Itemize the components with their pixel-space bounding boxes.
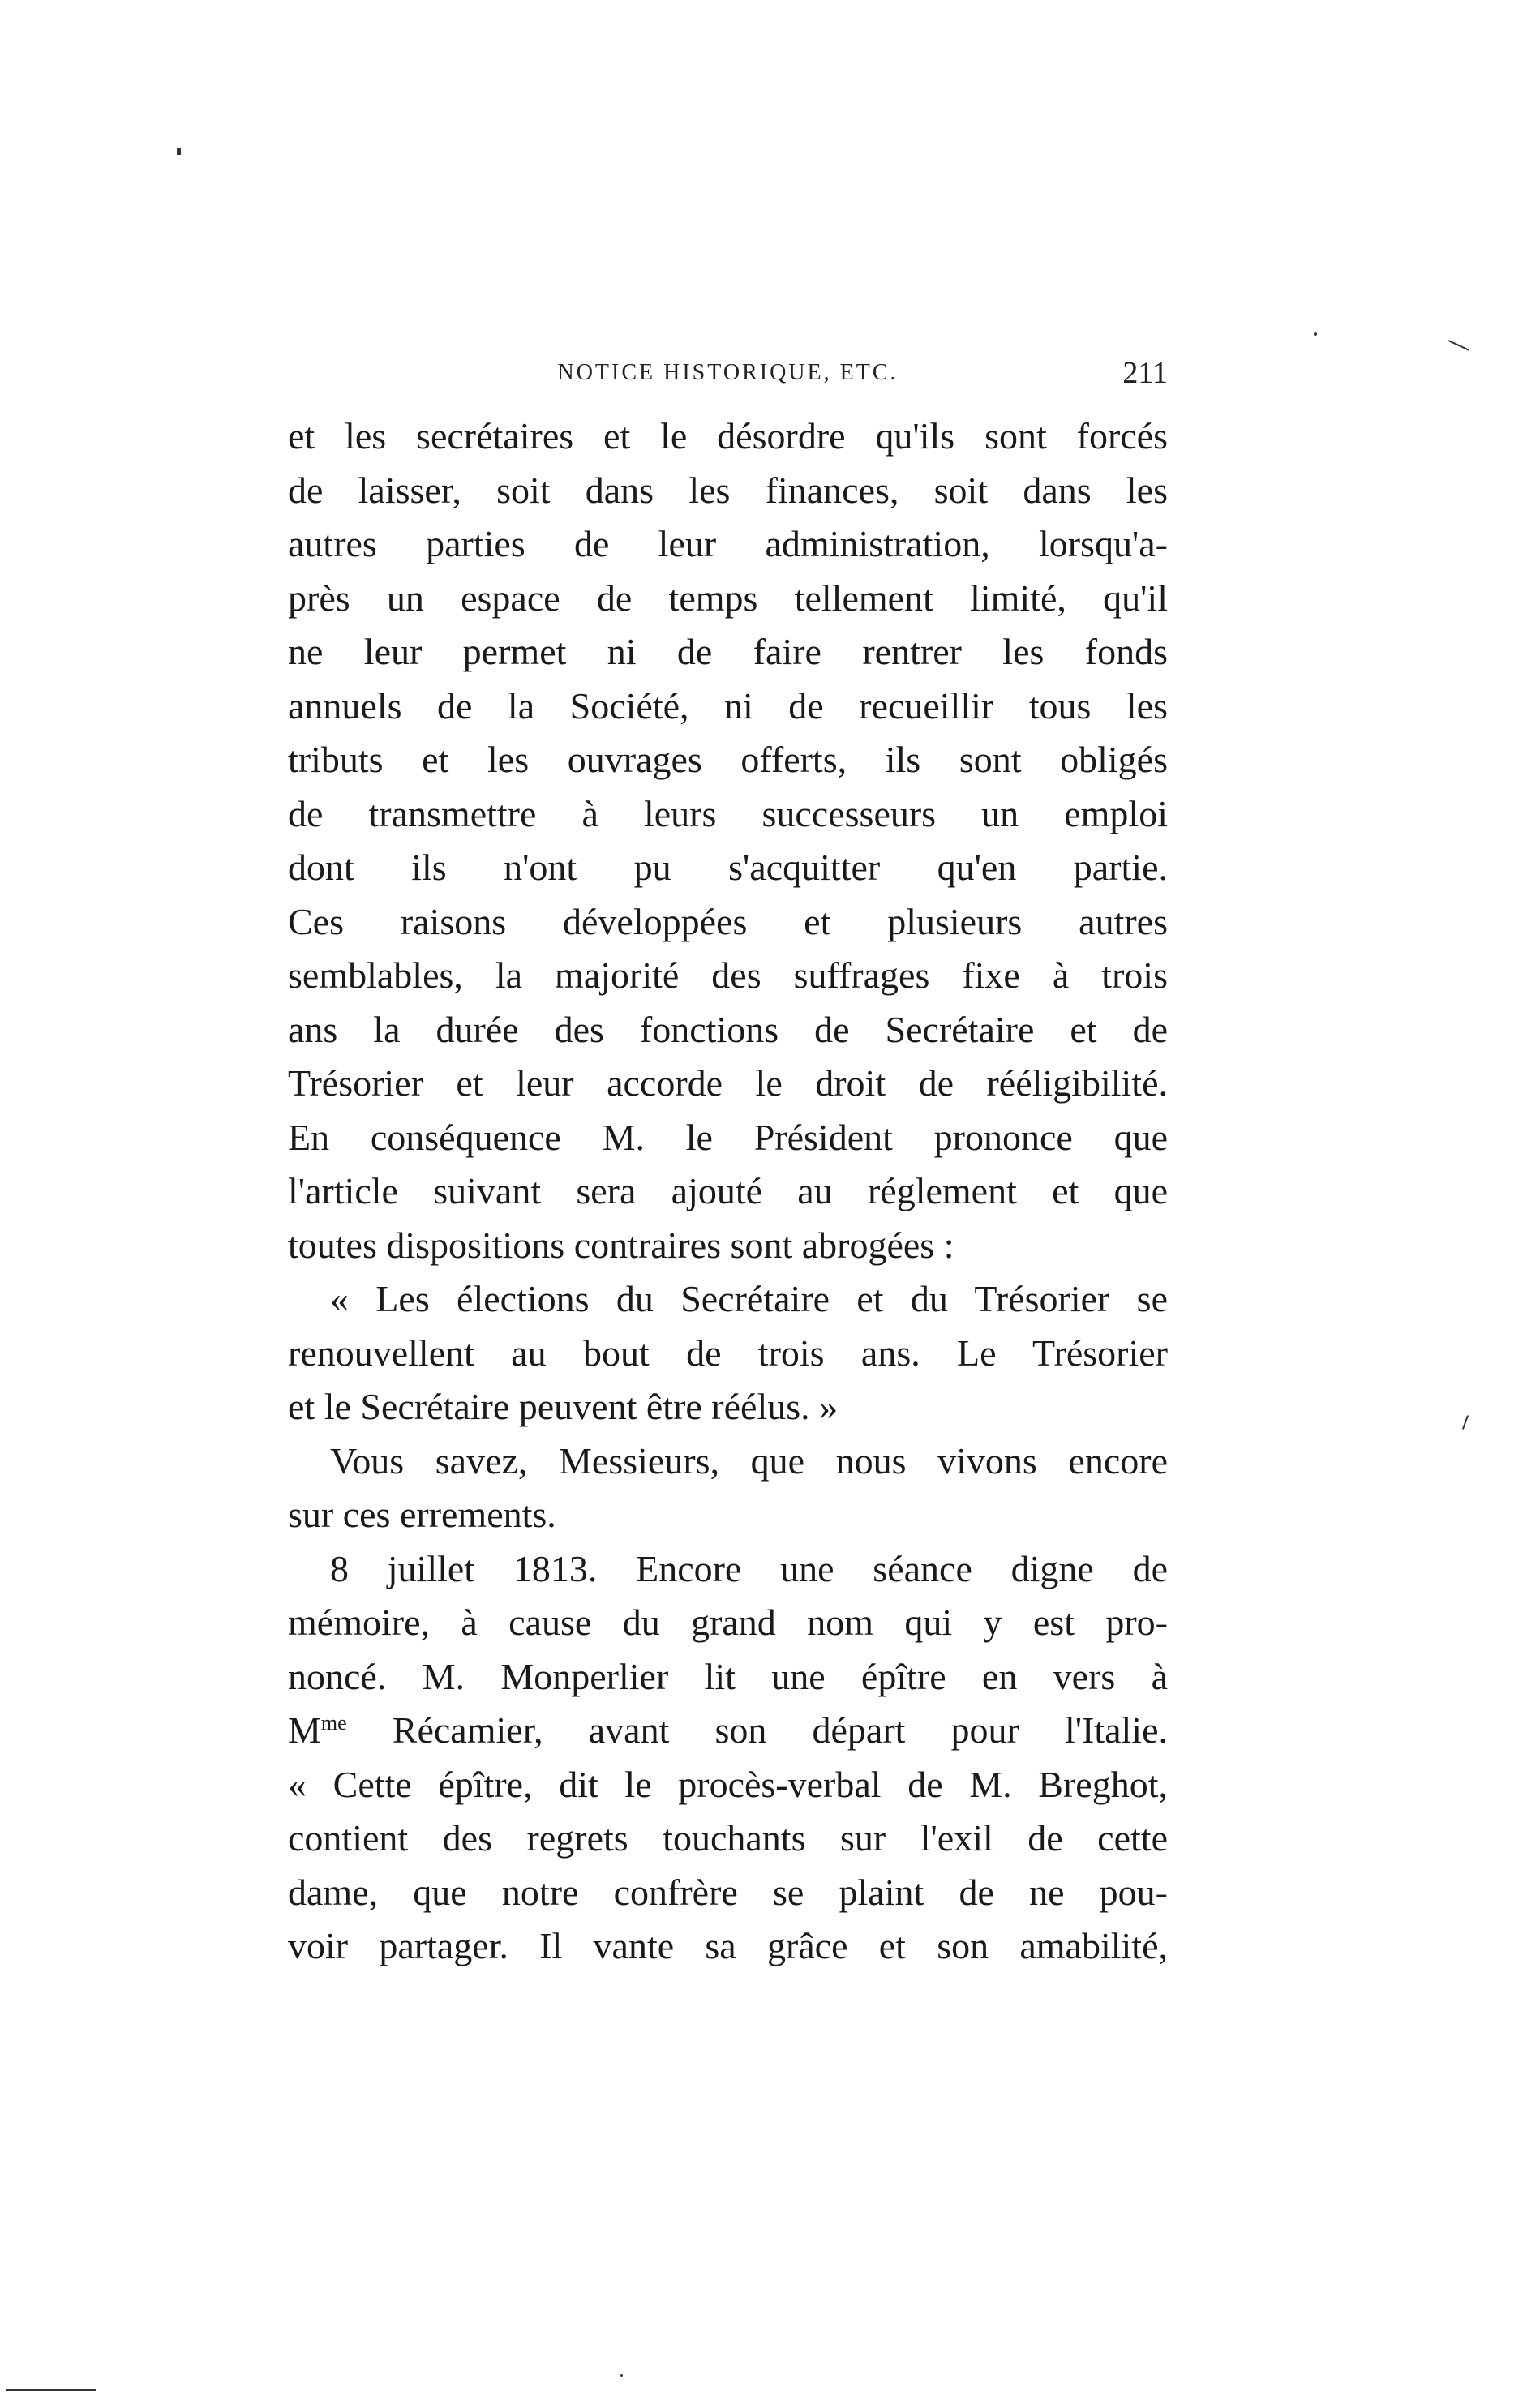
text-line: Ces raisons développées et plusieurs autres bbox=[288, 900, 1168, 942]
text-line: Trésorier et leur accorde le droit de rééligibilité. bbox=[288, 1062, 1168, 1104]
text-line: et le Secrétaire peuvent être réélus. » bbox=[288, 1386, 839, 1427]
page-number: 211 bbox=[1122, 356, 1168, 390]
text-line: noncé. M. Monperlier lit une épître en vers à bbox=[288, 1655, 1168, 1697]
text-line: de transmettre à leurs successeurs un emploi bbox=[288, 792, 1168, 834]
text-line: près un espace de temps tellement limité, qu'il bbox=[288, 577, 1168, 619]
text-line: dame, que notre confrère se plaint de ne pou- bbox=[288, 1871, 1168, 1913]
honorific: $M^{me}$ bbox=[288, 1709, 347, 1751]
text-line: contient des regrets touchants sur l'exil de cette bbox=[288, 1817, 1168, 1859]
edge-rule bbox=[6, 2389, 96, 2391]
body-text bbox=[288, 410, 1168, 1974]
ink-speck bbox=[1462, 1415, 1469, 1430]
text-line: autres parties de leur administration, lorsqu'a- bbox=[288, 523, 1168, 564]
text-line: « Les élections du Secrétaire et du Trésorier se bbox=[330, 1278, 1168, 1319]
text-line: « Cette épître, dit le procès-verbal de M. Breghot, bbox=[288, 1763, 1168, 1805]
text-line: tributs et les ouvrages offerts, ils sont obligés bbox=[288, 739, 1168, 780]
text-line: l'article suivant sera ajouté au réglement et que bbox=[288, 1170, 1168, 1211]
ink-speck bbox=[1448, 340, 1469, 351]
text-line: 8 juillet 1813. Encore une séance digne de bbox=[330, 1547, 1168, 1589]
text-line: et les secrétaires et le désordre qu'ils sont forcés bbox=[288, 415, 1168, 457]
text-line: semblables, la majorité des suffrages fixe à trois bbox=[288, 954, 1168, 996]
text-line: $M^{me}$ Récamier, avant son départ pour l'Italie. bbox=[288, 1709, 1169, 1751]
running-head: NOTICE HISTORIQUE, ETC. bbox=[557, 360, 899, 385]
text-line: En conséquence M. le Président prononce que bbox=[288, 1116, 1168, 1158]
text-line: sur ces errements. bbox=[288, 1494, 556, 1535]
text-line: ne leur permet ni de faire rentrer les fonds bbox=[288, 631, 1168, 672]
text-line: ans la durée des fonctions de Secrétaire et de bbox=[288, 1008, 1168, 1050]
text-line: Vous savez, Messieurs, que nous vivons encore bbox=[330, 1439, 1168, 1482]
text-line: toutes dispositions contraires sont abrogées : bbox=[288, 1224, 954, 1266]
text-line: dont ils n'ont pu s'acquitter qu'en partie. bbox=[288, 847, 1168, 888]
text-line: voir partager. Il vante sa grâce et son amabilité, bbox=[288, 1925, 1168, 1966]
ink-speck bbox=[1314, 332, 1317, 336]
text-line: de laisser, soit dans les finances, soit dans les bbox=[288, 469, 1168, 511]
page-header bbox=[288, 356, 1168, 409]
text-line: annuels de la Société, ni de recueillir tous les bbox=[288, 684, 1168, 727]
ink-speck bbox=[620, 2374, 623, 2377]
ink-speck bbox=[177, 148, 181, 155]
text-line: mémoire, à cause du grand nom qui y est pro- bbox=[288, 1602, 1168, 1643]
text-line: renouvellent au bout de trois ans. Le Trésorier bbox=[288, 1331, 1168, 1374]
